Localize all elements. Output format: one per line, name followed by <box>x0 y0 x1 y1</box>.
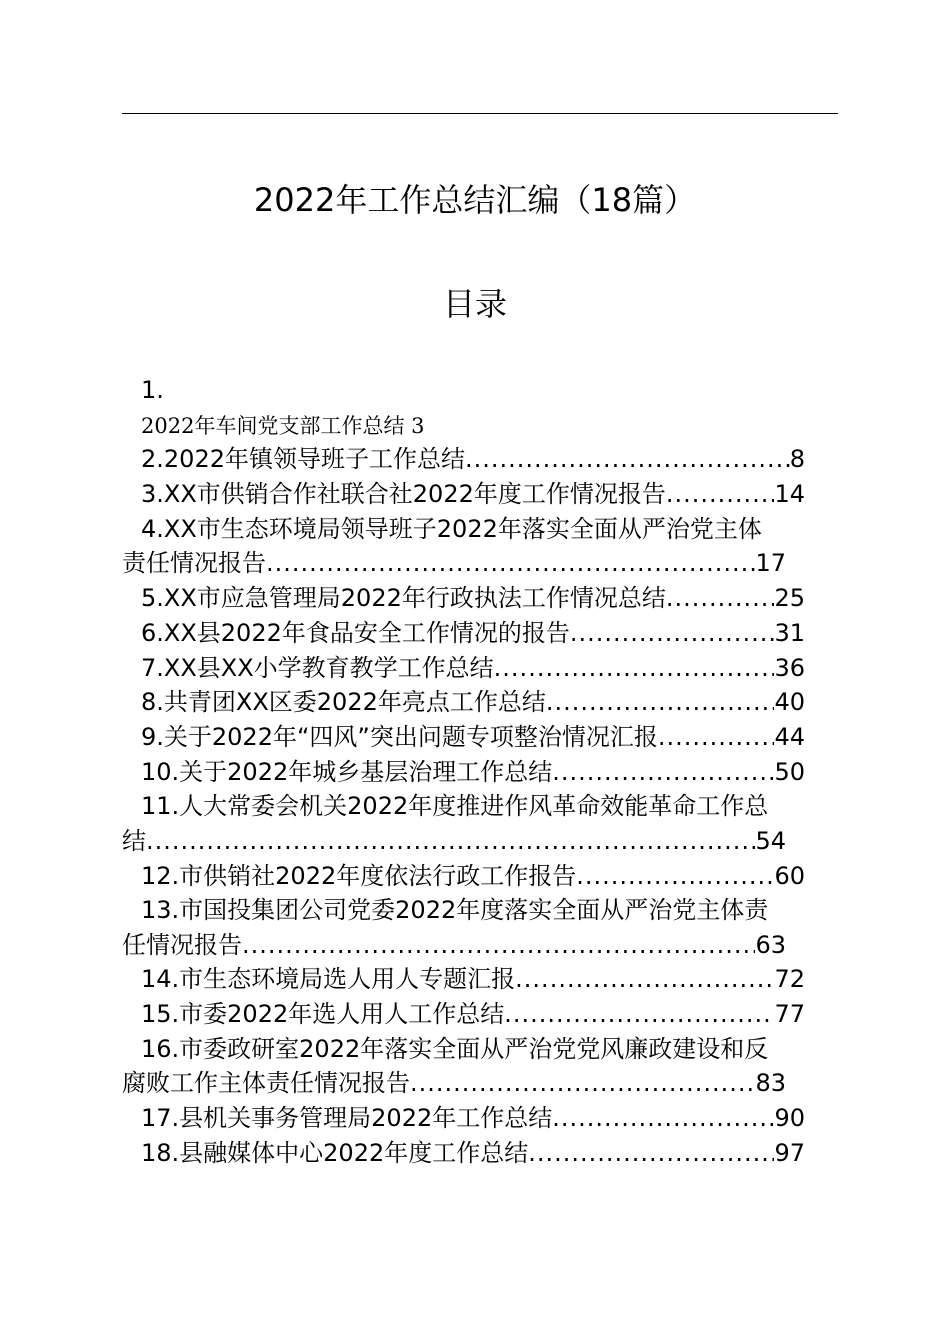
toc-item-title: 9.关于2022年“四风”突出问题专项整治情况汇报 <box>141 723 658 751</box>
toc-item-6[interactable] <box>122 616 857 650</box>
toc-item-title: 10.关于2022年城乡基层治理工作总结 <box>141 758 553 786</box>
toc-item-title: 14.市生态环境局选人用人专题汇报 <box>141 965 516 993</box>
toc-item-title: 腐败工作主体责任情况报告 <box>122 1069 410 1097</box>
toc-item-8[interactable] <box>122 685 857 719</box>
toc-item-11-line2[interactable] <box>122 824 838 858</box>
toc-item-title: 5.XX市应急管理局2022年行政执法工作情况总结 <box>141 584 666 612</box>
toc-item-13-line1[interactable]: 13.市国投集团公司党委2022年度落实全面从严治党主体责 <box>141 896 769 924</box>
toc-item-13-line2[interactable] <box>122 928 838 962</box>
toc-item-page: 97 <box>774 1139 805 1167</box>
toc-item-9[interactable] <box>122 720 857 754</box>
toc-item-title: 责任情况报告 <box>122 549 266 577</box>
toc-item-page: 31 <box>774 619 805 647</box>
toc-item-3[interactable] <box>122 477 857 511</box>
toc-item-page: 90 <box>774 1104 805 1132</box>
toc-item-12[interactable] <box>122 859 857 893</box>
toc-item-title: 17.县机关事务管理局2022年工作总结 <box>141 1104 553 1132</box>
toc-item-16-line2[interactable] <box>122 1066 838 1100</box>
toc-item-1-number[interactable]: 1. <box>141 376 164 404</box>
toc-item-page: 50 <box>774 758 805 786</box>
header-rule <box>122 113 838 114</box>
toc-item-page: 60 <box>774 862 805 890</box>
toc-item-title: 8.共青团XX区委2022年亮点工作总结 <box>141 688 546 716</box>
toc-item-11-line1[interactable]: 11.人大常委会机关2022年度推进作风革命效能革命工作总 <box>141 792 769 820</box>
toc-item-7[interactable] <box>122 651 857 685</box>
toc-item-title: 结 <box>122 827 146 855</box>
toc-item-page: 17 <box>755 549 786 577</box>
toc-item-page: 63 <box>755 931 786 959</box>
toc-item-4-line2[interactable] <box>122 546 838 580</box>
toc-item-title: 2.2022年镇领导班子工作总结 <box>141 445 465 473</box>
toc-item-page: 14 <box>774 480 805 508</box>
toc-item-page: 25 <box>774 584 805 612</box>
toc-item-title: 6.XX县2022年食品安全工作情况的报告 <box>141 619 570 647</box>
toc-item-page: 77 <box>774 1000 805 1028</box>
toc-item-5[interactable] <box>122 581 857 615</box>
toc-item-18[interactable] <box>122 1136 857 1170</box>
toc-item-page: 83 <box>755 1069 786 1097</box>
toc-item-page: 72 <box>774 965 805 993</box>
toc-item-page: 40 <box>774 688 805 716</box>
toc-item-page: 44 <box>774 723 805 751</box>
toc-item-4-line1[interactable]: 4.XX市生态环境局领导班子2022年落实全面从严治党主体 <box>141 515 762 543</box>
toc-item-title: 任情况报告 <box>122 931 242 959</box>
toc-item-15[interactable] <box>122 997 857 1031</box>
toc-item-14[interactable] <box>122 962 857 996</box>
toc-item-title: 18.县融媒体中心2022年度工作总结 <box>141 1139 529 1167</box>
toc-item-page: 36 <box>774 654 805 682</box>
toc-item-title: 12.市供销社2022年度依法行政工作报告 <box>141 862 577 890</box>
toc-item-1-text[interactable]: 2022年车间党支部工作总结 3 <box>141 414 425 438</box>
toc-item-title: 7.XX县XX小学教育教学工作总结 <box>141 654 494 682</box>
toc-item-title: 15.市委2022年选人用人工作总结 <box>141 1000 505 1028</box>
toc-item-page: 54 <box>755 827 786 855</box>
toc-heading: 目录 <box>442 285 507 323</box>
toc-item-page: 8 <box>789 445 805 473</box>
toc-item-2[interactable] <box>122 442 857 476</box>
toc-item-16-line1[interactable]: 16.市委政研室2022年落实全面从严治党党风廉政建设和反 <box>141 1035 769 1063</box>
document-title: 2022年工作总结汇编（18篇） <box>253 181 697 219</box>
toc-item-10[interactable] <box>122 755 857 789</box>
toc-item-17[interactable] <box>122 1101 857 1135</box>
toc-item-title: 3.XX市供销合作社联合社2022年度工作情况报告 <box>141 480 666 508</box>
